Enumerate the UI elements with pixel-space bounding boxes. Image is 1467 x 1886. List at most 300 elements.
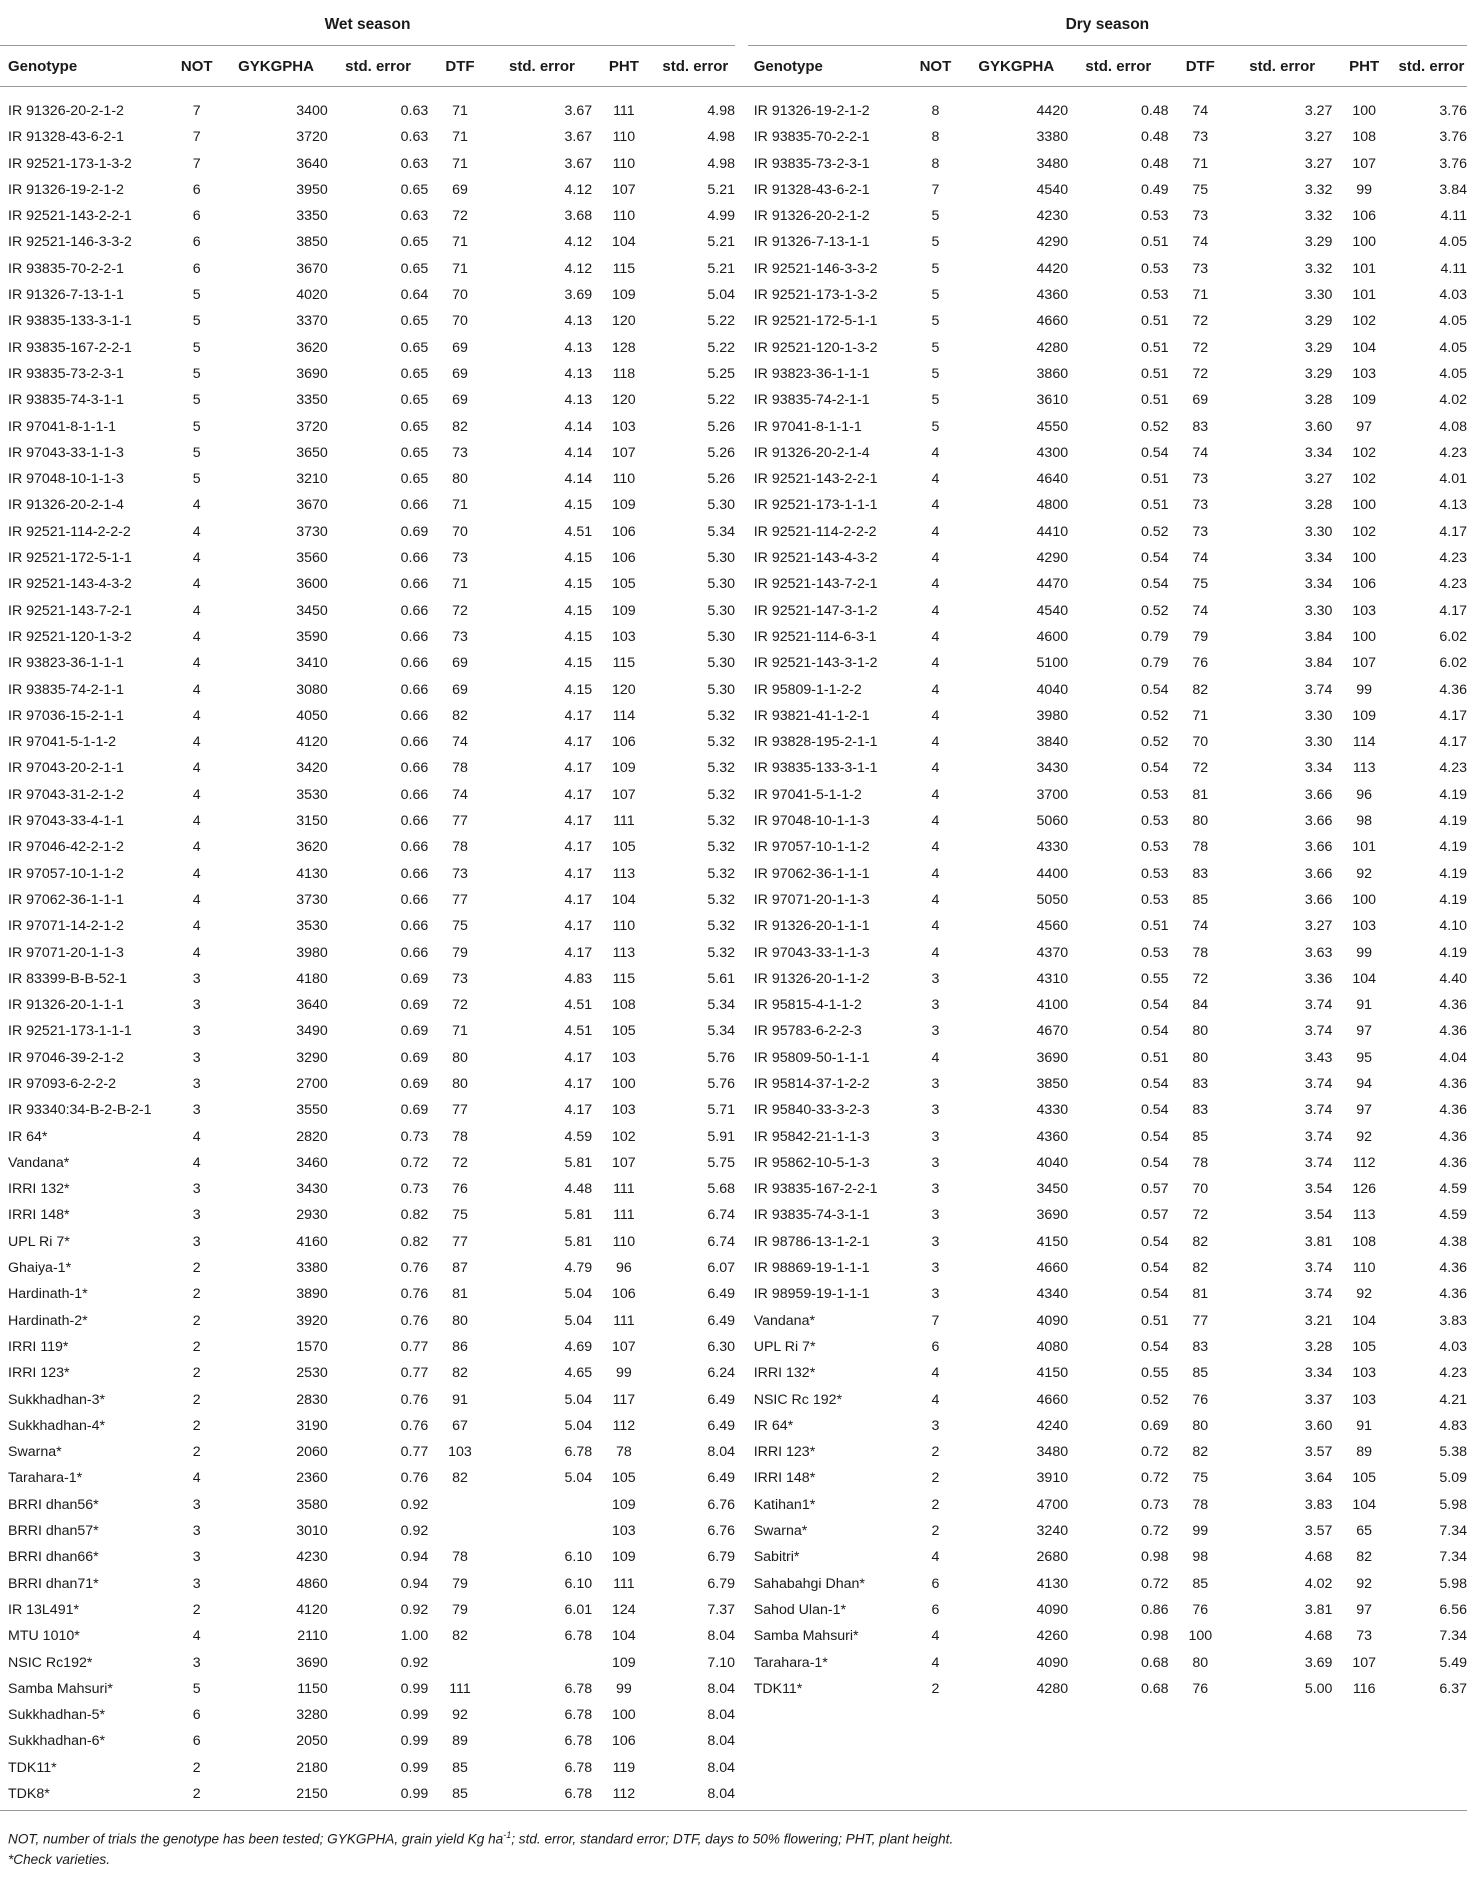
dry-cell: 5.98: [1439, 1496, 1467, 1513]
wet-cell: 4.51: [564, 523, 593, 540]
wet-cell: 109: [612, 1549, 636, 1566]
wet-cell: 4: [192, 655, 201, 672]
dry-cell: [1068, 1703, 1168, 1729]
wet-cell: 0.99: [400, 1680, 429, 1697]
wet-cell: 0.65: [400, 313, 429, 330]
wet-cell: [428, 1519, 491, 1545]
wet-cell: Sukkhadhan-3*: [8, 1391, 106, 1408]
wet-cell: 109: [612, 287, 636, 304]
dry-cell: 103: [1352, 1391, 1376, 1408]
dry-cell: 5.00: [1304, 1680, 1333, 1697]
wet-cell: 3530: [296, 918, 328, 935]
dry-cell: 4240: [1036, 1417, 1069, 1434]
dry-cell: 4420: [1036, 260, 1069, 277]
wet-cell: IR 97046-39-2-1-2: [8, 1049, 124, 1066]
abbreviations-note: NOT, number of trials the genotype has been tested; GYKGPHA, grain yield Kg $ha^{-1}$; std. error, standard error; DTF, days to 50% flowering; PHT, plant height.: [8, 1830, 954, 1847]
wet-cell: IR 13L491*: [8, 1601, 79, 1618]
wet-cell: IRRI 119*: [8, 1338, 69, 1355]
dry-cell: 3.57: [1304, 1523, 1333, 1540]
table-row: [0, 1230, 1467, 1256]
wet-cell: 4.48: [564, 1181, 593, 1198]
dry-cell: 83: [1192, 1102, 1209, 1119]
dry-cell: 4300: [1036, 444, 1069, 461]
dry-cell: 4: [931, 602, 940, 619]
wet-cell: 3460: [296, 1154, 328, 1171]
dry-cell: 0.53: [1140, 813, 1169, 830]
wet-cell: 4.15: [564, 550, 593, 567]
dry-cell: 0.53: [1140, 865, 1169, 882]
wet-cell: IR 97071-14-2-1-2: [8, 918, 124, 935]
wet-cell: IR 97043-33-1-1-3: [8, 444, 124, 461]
dry-cell: 4.03: [1439, 1338, 1467, 1355]
wet-cell: 7: [192, 155, 201, 172]
dry-cell: 3.34: [1304, 1365, 1333, 1382]
dry-cell: 4.36: [1439, 1075, 1467, 1092]
dry-cell: IR 95842-21-1-1-3: [753, 1128, 870, 1145]
wet-cell: 3350: [296, 208, 328, 225]
wet-cell: IR 97041-5-1-1-2: [8, 734, 117, 751]
wet-cell: 3590: [296, 628, 328, 645]
wet-cell: 4120: [296, 1601, 328, 1618]
dry-cell: 4: [931, 655, 940, 672]
dry-cell: 7.34: [1439, 1628, 1467, 1645]
dry-cell: 0.79: [1140, 655, 1169, 672]
dry-cell: 0.54: [1140, 576, 1169, 593]
wet-cell: 6.49: [707, 1391, 736, 1408]
wet-cell: 69: [452, 681, 468, 698]
dry-cell: [748, 1729, 907, 1755]
dry-cell: 99: [1356, 181, 1373, 198]
dry-cell: 0.54: [1140, 1260, 1169, 1277]
wet-cell: 3: [192, 1575, 201, 1592]
dry-cell: 4.36: [1439, 1154, 1467, 1171]
wet-cell: 78: [452, 839, 468, 856]
dry-cell: [1332, 1729, 1395, 1755]
dry-cell: [1396, 1729, 1467, 1755]
wet-cell: Hardinath-1*: [8, 1286, 88, 1303]
table-row: [0, 1282, 1467, 1308]
table-row: [0, 441, 1467, 467]
wet-cell: 5.21: [707, 260, 736, 277]
dry-cell: 85: [1192, 1575, 1209, 1592]
wet-cell: 3720: [296, 129, 328, 146]
dry-cell: 102: [1352, 313, 1376, 330]
wet-cell: 3350: [296, 392, 328, 409]
table-body: [0, 99, 1467, 1811]
dry-cell: 4.11: [1440, 260, 1467, 277]
dry-cell: 78: [1192, 1154, 1209, 1171]
dry-cell: 100: [1352, 628, 1376, 645]
dry-cell: 106: [1352, 208, 1376, 225]
wet-cell: 71: [452, 260, 468, 277]
dry-cell: [1169, 1756, 1232, 1782]
dry-cell: 81: [1192, 786, 1209, 803]
wet-cell: 0.66: [400, 760, 429, 777]
table-row: [0, 1203, 1467, 1229]
col-header-not: NOT: [906, 46, 964, 87]
wet-cell: 6.79: [707, 1549, 736, 1566]
wet-cell: 103: [612, 1102, 636, 1119]
wet-cell: 69: [452, 655, 468, 672]
table-row: [0, 783, 1467, 809]
col-header-dtf: DTF: [1169, 46, 1232, 87]
dry-cell: 3.30: [1304, 523, 1333, 540]
dry-cell: 6.02: [1439, 628, 1467, 645]
dry-cell: IR 93823-36-1-1-1: [753, 365, 870, 382]
wet-cell: 5.32: [707, 865, 736, 882]
dry-cell: 0.53: [1140, 208, 1169, 225]
wet-cell: 4.17: [564, 918, 593, 935]
wet-cell: 4.15: [564, 681, 593, 698]
dry-cell: 76: [1192, 1391, 1209, 1408]
wet-cell: 3950: [296, 181, 328, 198]
wet-cell: 82: [452, 1365, 468, 1382]
dry-cell: IR 97041-8-1-1-1: [753, 418, 862, 435]
wet-cell: 107: [612, 1154, 636, 1171]
dry-cell: 4280: [1036, 339, 1069, 356]
dry-cell: 0.53: [1140, 944, 1169, 961]
wet-cell: 5.25: [707, 365, 736, 382]
wet-cell: 0.65: [400, 181, 429, 198]
wet-cell: 3: [192, 1496, 201, 1513]
dry-cell: 0.51: [1140, 339, 1169, 356]
wet-cell: 4.83: [564, 970, 593, 987]
dry-cell: 3430: [1036, 760, 1069, 777]
dry-cell: 4: [931, 944, 940, 961]
dry-cell: 3910: [1036, 1470, 1069, 1487]
dry-cell: 100: [1352, 234, 1376, 251]
wet-cell: 80: [452, 471, 468, 488]
dry-cell: 3.69: [1304, 1654, 1333, 1671]
wet-cell: 5.30: [707, 681, 736, 698]
dry-cell: 4.36: [1439, 1260, 1467, 1277]
dry-cell: 4080: [1036, 1338, 1069, 1355]
wet-cell: 4.13: [564, 339, 593, 356]
wet-cell: IR 92521-114-2-2-2: [8, 523, 131, 540]
dry-cell: IR 95783-6-2-2-3: [753, 1023, 862, 1040]
dry-cell: [748, 1756, 907, 1782]
wet-cell: 6.76: [707, 1523, 736, 1540]
wet-cell: 6.78: [564, 1759, 593, 1776]
wet-cell: 3690: [296, 365, 328, 382]
dry-cell: IR 93835-74-3-1-1: [753, 1207, 870, 1224]
dry-cell: 3.74: [1304, 1286, 1333, 1303]
table-row: [0, 125, 1467, 151]
dry-cell: [1169, 1782, 1232, 1811]
dry-cell: 3240: [1036, 1523, 1069, 1540]
wet-cell: 5.04: [564, 1391, 593, 1408]
dry-cell: 92: [1356, 865, 1373, 882]
wet-cell: 104: [612, 891, 636, 908]
table-row: [0, 467, 1467, 493]
wet-cell: IR 97057-10-1-1-2: [8, 865, 124, 882]
wet-cell: 128: [612, 339, 636, 356]
wet-cell: 77: [452, 1233, 468, 1250]
dry-cell: 4130: [1036, 1575, 1069, 1592]
table-row: [0, 415, 1467, 441]
dry-cell: 4.05: [1439, 234, 1467, 251]
wet-cell: 4: [192, 1154, 201, 1171]
wet-cell: 5.04: [564, 1417, 593, 1434]
table-row: [0, 1414, 1467, 1440]
dry-cell: 81: [1192, 1286, 1209, 1303]
wet-cell: 82: [452, 707, 468, 724]
wet-cell: IR 97071-20-1-1-3: [8, 944, 124, 961]
dry-cell: 3.27: [1304, 918, 1333, 935]
table-row: [0, 1046, 1467, 1072]
wet-cell: 99: [615, 1365, 632, 1382]
wet-cell: 102: [612, 1128, 636, 1145]
wet-cell: 2: [192, 1338, 201, 1355]
wet-cell: IR 97043-20-2-1-1: [8, 760, 124, 777]
wet-cell: 0.64: [400, 287, 429, 304]
wet-cell: 3670: [296, 260, 328, 277]
wet-cell: 5.32: [707, 786, 736, 803]
wet-cell: 2820: [296, 1128, 328, 1145]
wet-cell: 6.07: [707, 1260, 736, 1277]
wet-cell: 0.69: [400, 1102, 429, 1119]
dry-cell: 3.32: [1304, 181, 1333, 198]
table-row: [0, 1651, 1467, 1677]
dry-cell: 4: [931, 1549, 940, 1566]
wet-cell: 3.69: [564, 287, 593, 304]
wet-cell: 0.92: [400, 1601, 429, 1618]
dry-cell: 3860: [1036, 365, 1069, 382]
wet-cell: 115: [612, 260, 636, 277]
dry-cell: 99: [1192, 1523, 1209, 1540]
dry-cell: 104: [1352, 970, 1376, 987]
wet-cell: 0.65: [400, 234, 429, 251]
dry-cell: 4310: [1036, 970, 1069, 987]
wet-cell: 3: [192, 1549, 201, 1566]
dry-cell: 3850: [1036, 1075, 1069, 1092]
table-row: [0, 651, 1467, 677]
table-row: [0, 1098, 1467, 1124]
wet-cell: 2: [192, 1601, 201, 1618]
dry-cell: 4100: [1036, 997, 1069, 1014]
dry-cell: IR 92521-143-4-3-2: [753, 550, 878, 567]
wet-cell: IR 93835-74-3-1-1: [8, 392, 124, 409]
wet-cell: 5.81: [564, 1233, 593, 1250]
wet-cell: 4.15: [564, 497, 593, 514]
dry-cell: 7: [931, 181, 940, 198]
wet-cell: 0.76: [400, 1260, 429, 1277]
dry-cell: 82: [1192, 1233, 1209, 1250]
dry-cell: 0.54: [1140, 1154, 1169, 1171]
wet-cell: 3640: [296, 997, 328, 1014]
dry-cell: IR 92521-114-2-2-2: [753, 523, 877, 540]
dry-cell: 0.72: [1140, 1470, 1169, 1487]
dry-cell: 71: [1192, 707, 1209, 724]
wet-cell: 4: [192, 523, 201, 540]
wet-cell: 3080: [296, 681, 328, 698]
wet-cell: 112: [592, 1782, 655, 1811]
wet-cell: 80: [452, 1312, 468, 1329]
dry-cell: 113: [1352, 760, 1376, 777]
wet-cell: BRRI dhan56*: [8, 1496, 99, 1513]
wet-cell: 6.49: [707, 1312, 736, 1329]
dry-cell: 3.74: [1304, 997, 1333, 1014]
wet-cell: 4.17: [564, 891, 593, 908]
check-varieties-note: *Check varieties.: [8, 1851, 110, 1867]
dry-cell: 0.52: [1140, 418, 1169, 435]
wet-cell: 77: [452, 891, 468, 908]
wet-cell: MTU 1010*: [8, 1628, 80, 1645]
dry-cell: 2: [931, 1444, 940, 1461]
wet-cell: 82: [452, 418, 468, 435]
dry-cell: 78: [1192, 839, 1209, 856]
table-footnote: [0, 1825, 1467, 1870]
dry-cell: 3.34: [1304, 576, 1333, 593]
dry-cell: 3.29: [1304, 313, 1333, 330]
table-row: [0, 99, 1467, 125]
dry-cell: 3.84: [1304, 655, 1333, 672]
wet-cell: 72: [452, 602, 468, 619]
wet-cell: 4.15: [564, 576, 593, 593]
dry-cell: 4: [931, 813, 940, 830]
dry-cell: 107: [1352, 655, 1376, 672]
table-row: [0, 178, 1467, 204]
table-row: [0, 493, 1467, 519]
wet-cell: 1150: [297, 1680, 328, 1697]
wet-cell: 110: [612, 129, 636, 146]
dry-cell: 3.74: [1304, 1023, 1333, 1040]
dry-cell: 98: [1192, 1549, 1209, 1566]
dry-cell: 3: [931, 1417, 940, 1434]
dry-cell: 5: [931, 392, 940, 409]
dry-cell: 65: [1356, 1523, 1373, 1540]
dry-cell: 80: [1192, 1049, 1209, 1066]
wet-cell: 3.67: [564, 129, 593, 146]
dry-cell: IR 97043-33-1-1-3: [753, 944, 870, 961]
wet-cell: 5.04: [564, 1470, 593, 1487]
dry-cell: 73: [1192, 208, 1209, 225]
wet-cell: 3150: [296, 813, 328, 830]
dry-cell: 3: [931, 1128, 940, 1145]
dry-cell: [906, 1756, 964, 1782]
dry-cell: 3.60: [1304, 1417, 1333, 1434]
wet-cell: IR 97046-42-2-1-2: [8, 839, 124, 856]
dry-cell: 3.54: [1304, 1207, 1333, 1224]
wet-cell: UPL Ri 7*: [8, 1233, 70, 1250]
dry-cell: 3.76: [1439, 129, 1467, 146]
dry-cell: [1068, 1782, 1168, 1811]
wet-cell: 8.04: [707, 1628, 736, 1645]
wet-cell: [492, 1493, 592, 1519]
dry-cell: 98: [1356, 813, 1373, 830]
wet-cell: 6.76: [707, 1496, 736, 1513]
wet-cell: 3980: [296, 944, 328, 961]
table-row: [0, 1598, 1467, 1624]
dry-cell: 4: [931, 1628, 940, 1645]
dry-cell: 126: [1352, 1181, 1376, 1198]
dry-cell: 99: [1356, 944, 1373, 961]
dry-cell: 0.53: [1140, 839, 1169, 856]
table-row: [0, 1309, 1467, 1335]
dry-cell: 107: [1352, 1654, 1376, 1671]
dry-cell: 96: [1356, 786, 1373, 803]
dry-cell: 4: [931, 1391, 940, 1408]
dry-cell: 3.66: [1304, 786, 1333, 803]
wet-cell: 4.17: [564, 1075, 593, 1092]
wet-cell: Sukkhadhan-4*: [8, 1417, 106, 1434]
dry-cell: 0.55: [1140, 1365, 1169, 1382]
wet-cell: 5.81: [564, 1207, 593, 1224]
dry-cell: 4330: [1036, 839, 1069, 856]
wet-cell: IR 92521-143-2-2-1: [8, 208, 132, 225]
table-row: [0, 625, 1467, 651]
dry-cell: 3: [931, 1154, 940, 1171]
wet-cell: 69: [452, 181, 468, 198]
table-row: [0, 520, 1467, 546]
dry-cell: 3.74: [1304, 1260, 1333, 1277]
dry-cell: 4.23: [1439, 444, 1467, 461]
wet-cell: 0.66: [400, 786, 429, 803]
dry-cell: IR 91328-43-6-2-1: [753, 181, 870, 198]
dry-cell: [1232, 1756, 1332, 1782]
dry-cell: Tarahara-1*: [753, 1654, 828, 1671]
wet-cell: 5.76: [707, 1075, 736, 1092]
wet-cell: 2050: [296, 1733, 328, 1750]
dry-cell: 3.83: [1439, 1312, 1467, 1329]
dry-cell: 3840: [1036, 734, 1069, 751]
table-row: [0, 1256, 1467, 1282]
dry-cell: [748, 1703, 907, 1729]
dry-cell: 3.34: [1304, 760, 1333, 777]
wet-cell: 4: [192, 734, 201, 751]
dry-cell: 91: [1356, 1417, 1373, 1434]
wet-cell: 4: [192, 576, 201, 593]
dry-cell: 73: [1192, 523, 1209, 540]
dry-cell: 109: [1352, 392, 1376, 409]
dry-cell: 80: [1192, 1654, 1209, 1671]
dry-cell: 3.32: [1304, 260, 1333, 277]
season-header-row: [0, 5, 1467, 46]
wet-cell: 110: [612, 1233, 636, 1250]
dry-cell: 4.23: [1439, 1365, 1467, 1382]
wet-cell: 4: [192, 1128, 201, 1145]
dry-cell: 3.28: [1304, 1338, 1333, 1355]
wet-cell: 85: [452, 1759, 468, 1776]
dry-cell: 107: [1352, 155, 1376, 172]
wet-cell: 2830: [296, 1391, 328, 1408]
dry-cell: 72: [1192, 365, 1209, 382]
wet-cell: 0.92: [400, 1523, 429, 1540]
dry-cell: 85: [1192, 891, 1209, 908]
wet-cell: 0.69: [400, 970, 429, 987]
wet-cell: 76: [452, 1181, 468, 1198]
table-row: [0, 756, 1467, 782]
wet-cell: 5: [192, 444, 201, 461]
dry-cell: 103: [1352, 365, 1376, 382]
wet-cell: 109: [612, 497, 636, 514]
dry-cell: 0.51: [1140, 365, 1169, 382]
wet-cell: 118: [612, 365, 636, 382]
wet-cell: 2: [192, 1365, 201, 1382]
wet-cell: 6.24: [707, 1365, 736, 1382]
dry-cell: 71: [1192, 155, 1209, 172]
wet-cell: 3380: [296, 1260, 328, 1277]
dry-cell: 0.48: [1140, 103, 1169, 119]
wet-cell: IRRI 132*: [8, 1181, 70, 1198]
wet-cell: 4.17: [564, 1102, 593, 1119]
wet-cell: 4.17: [564, 786, 593, 803]
dry-cell: 4370: [1036, 944, 1069, 961]
dry-cell: 92: [1356, 1128, 1373, 1145]
wet-season-title: Wet season: [0, 5, 735, 46]
dry-cell: 3.29: [1304, 234, 1333, 251]
dry-cell: 97: [1356, 418, 1373, 435]
